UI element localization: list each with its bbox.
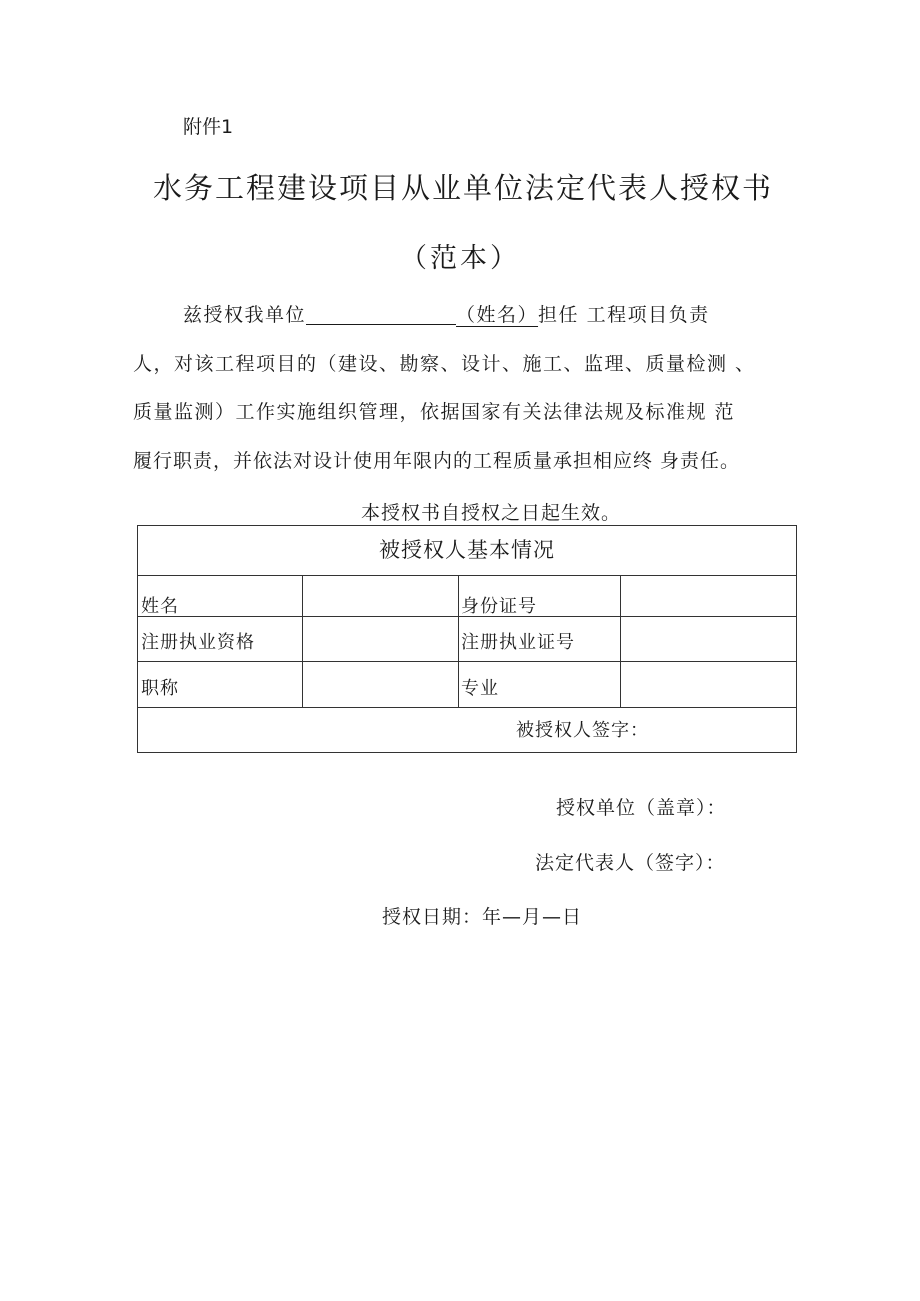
name-label: （姓名）	[456, 304, 539, 326]
authorized-person-table	[137, 525, 797, 753]
table-divider	[302, 575, 303, 707]
table-divider	[138, 575, 796, 576]
body-line-1	[183, 300, 710, 327]
authorizing-unit-seal: 授权单位（盖章）：	[556, 797, 727, 819]
document-subtitle: （范本）	[400, 243, 520, 274]
row-reg-qualification-label: 注册执业资格	[141, 632, 255, 653]
row-title-label: 职称	[141, 678, 179, 699]
authorization-date: 授权日期：年—月—日	[382, 906, 583, 928]
body-line-1-suffix: 担任 工程项目负责	[538, 304, 710, 326]
row-reg-cert-number-label: 注册执业证号	[461, 632, 575, 653]
body-line-5: 本授权书自授权之日起生效。	[361, 502, 622, 524]
body-line-1-prefix: 兹授权我单位	[183, 304, 307, 326]
body-line-3: 质量监测）工作实施组织管理，依据国家有关法律法规及标准规 范	[133, 401, 736, 423]
body-line-2: 人，对该工程项目的（建设、勘察、设计、施工、监理、质量检测 、	[133, 353, 756, 375]
table-divider	[458, 575, 459, 707]
table-divider	[620, 575, 621, 707]
row-name-label: 姓名	[141, 596, 179, 617]
body-line-4: 履行职责，并依法对设计使用年限内的工程质量承担相应终 身责任。	[133, 450, 741, 472]
attachment-label: 附件1	[183, 116, 234, 138]
row-specialty-label: 专业	[461, 678, 499, 699]
table-divider	[138, 661, 796, 662]
document-title: 水务工程建设项目从业单位法定代表人授权书	[152, 171, 773, 205]
name-blank-line	[306, 306, 456, 325]
legal-representative-signature: 法定代表人（签字）：	[535, 852, 726, 874]
row-id-number-label: 身份证号	[461, 596, 537, 617]
table-title: 被授权人基本情况	[379, 538, 555, 562]
authorized-signature-label: 被授权人签字：	[516, 720, 649, 741]
table-divider	[138, 707, 796, 708]
